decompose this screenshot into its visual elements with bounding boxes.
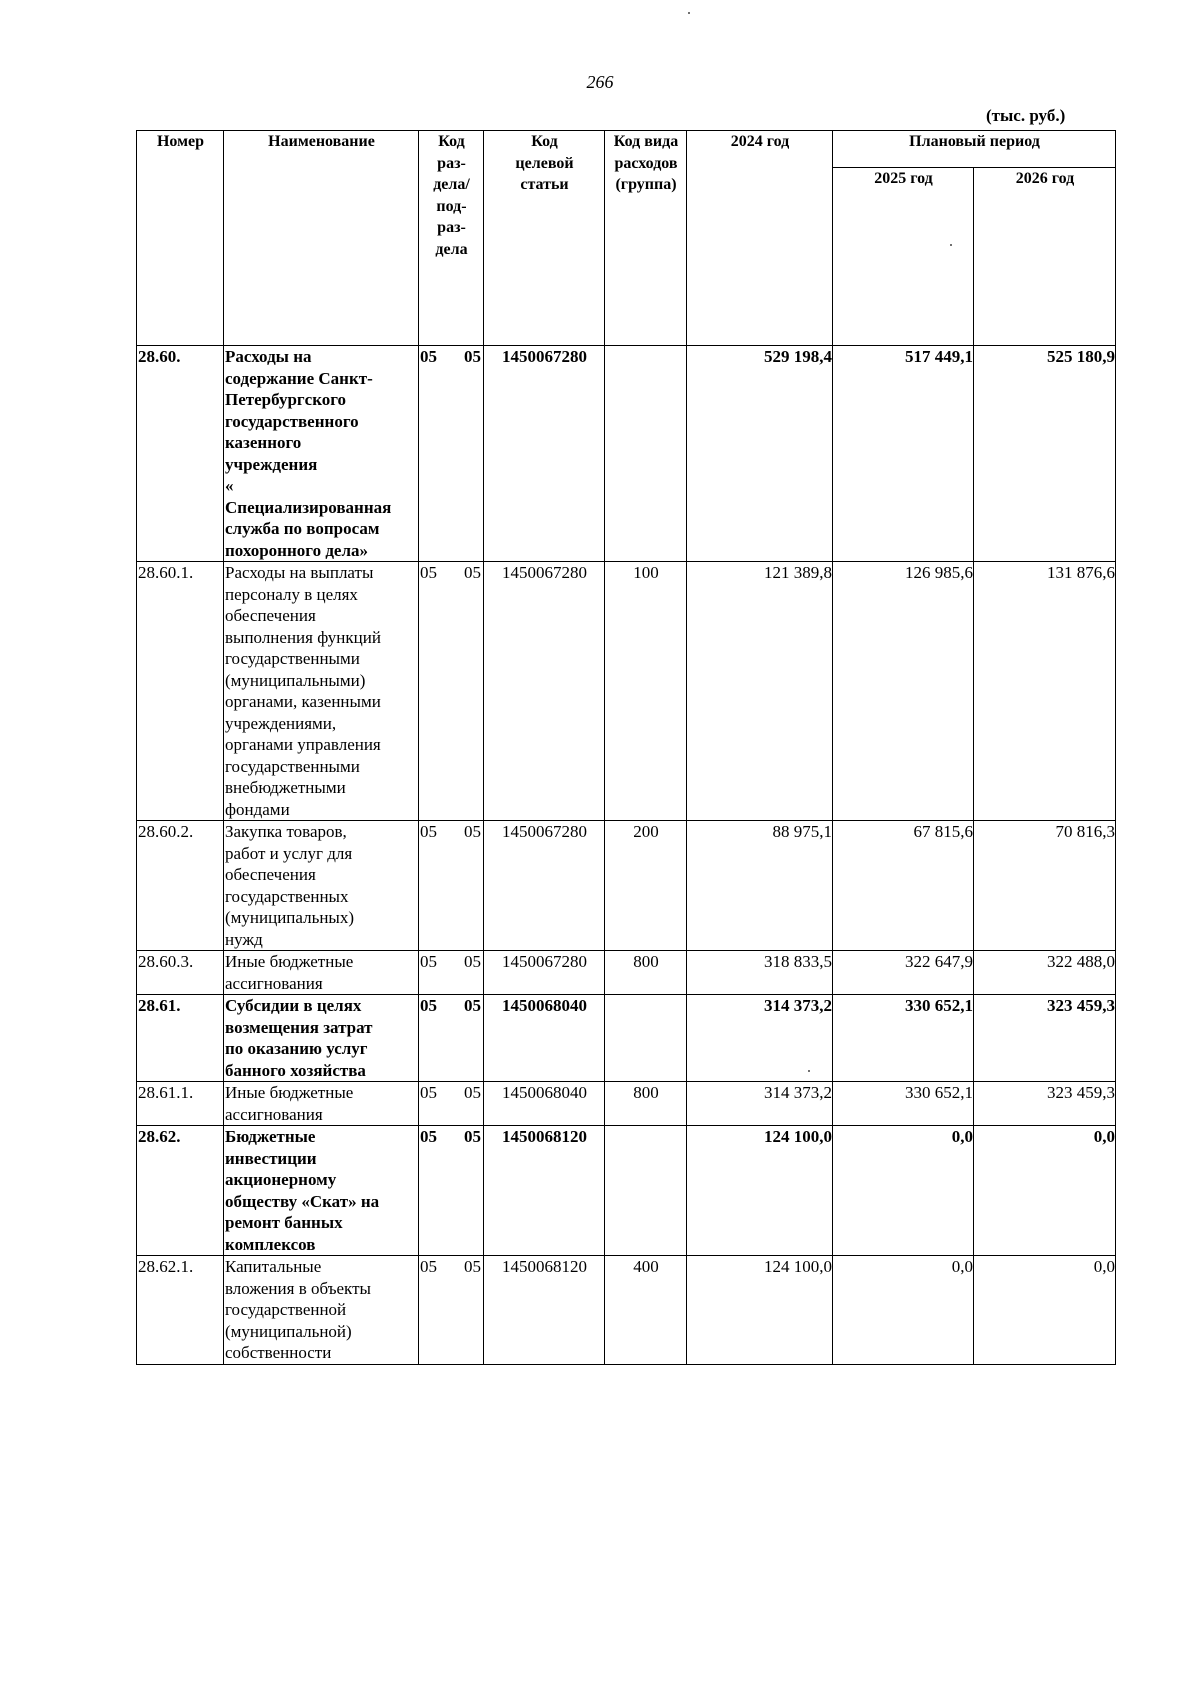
row-name-line: внебюджетными	[225, 778, 346, 797]
table-row	[137, 1126, 1116, 1256]
row-amount-2026: 323 459,3	[974, 1082, 1116, 1126]
row-name-line: государственных	[225, 886, 349, 906]
row-amount-2025: 67 815,6	[833, 821, 974, 951]
row-amount-2024: 121 389,8	[687, 562, 833, 821]
header-target-code-line: статьи	[520, 176, 569, 193]
row-name-line: Субсидии в целях	[225, 996, 362, 1015]
row-name-line: персоналу в целях	[225, 584, 358, 604]
row-amount-2024: 88 975,1	[687, 821, 833, 951]
row-name-line: органами управления	[225, 735, 381, 754]
row-target-code: 1450068040	[484, 1082, 605, 1126]
row-section: 05	[420, 952, 437, 971]
table-row	[137, 346, 1116, 562]
table-row	[137, 1082, 1116, 1126]
row-number: 28.60.1.	[137, 562, 224, 821]
header-expense-type-line: Код вида	[613, 133, 679, 150]
row-expense-group: 800	[605, 1082, 687, 1126]
row-amount-2025: 330 652,1	[833, 1082, 974, 1126]
row-subsection: 05	[464, 996, 481, 1015]
row-name-line: Закупка товаров,	[225, 822, 347, 841]
row-section-code-pair	[420, 1082, 483, 1104]
row-amount-2026: 70 816,3	[974, 821, 1116, 951]
row-subsection: 05	[464, 1083, 481, 1102]
header-planned-period: Плановый период	[833, 131, 1116, 168]
row-name-line: банного хозяйства	[225, 1060, 366, 1080]
row-name	[224, 951, 419, 995]
table-row	[137, 995, 1116, 1082]
row-section-code	[419, 1126, 484, 1256]
units-label: (тыс. руб.)	[986, 106, 1066, 125]
row-section: 05	[420, 822, 437, 841]
row-section-code-pair	[420, 1126, 483, 1148]
row-section-code-pair	[420, 995, 483, 1017]
row-section-code	[419, 562, 484, 821]
scan-speck	[808, 1070, 810, 1072]
row-section-code-pair	[420, 821, 483, 843]
row-amount-2025: 322 647,9	[833, 951, 974, 995]
row-name-line: Расходы на	[225, 347, 312, 366]
row-name-line: обществу «Скат» на	[225, 1191, 380, 1211]
row-subsection: 05	[464, 822, 481, 841]
row-subsection: 05	[464, 1127, 481, 1146]
row-section-code-pair	[420, 951, 483, 973]
row-name-line: обеспечения	[225, 865, 316, 884]
row-expense-group	[605, 995, 687, 1082]
row-name	[224, 821, 419, 951]
row-name-line: государственной	[225, 1300, 347, 1319]
row-name-line: государственными	[225, 756, 360, 776]
header-section-code-line: Код	[438, 133, 465, 150]
row-name-line: Бюджетные	[225, 1127, 316, 1146]
row-name-line: (муниципальных)	[225, 908, 355, 927]
row-name	[224, 995, 419, 1082]
row-amount-2024: 314 373,2	[687, 1082, 833, 1126]
row-name-line: похоронного дела»	[225, 540, 368, 560]
header-expense-type-line: (группа)	[615, 176, 677, 193]
row-name	[224, 346, 419, 562]
row-name-line: (муниципальными)	[225, 670, 366, 690]
row-amount-2026: 322 488,0	[974, 951, 1116, 995]
row-name-line: Иные бюджетные	[225, 952, 354, 971]
header-section-code-line: раз-	[437, 219, 466, 236]
header-expense-type-line: расходов	[614, 154, 678, 172]
row-amount-2026: 525 180,9	[974, 346, 1116, 562]
row-name-line: ассигнования	[225, 1104, 323, 1124]
table-row	[137, 1256, 1116, 1365]
row-name-line: Специализированная	[225, 497, 392, 517]
row-subsection: 05	[464, 563, 481, 582]
row-amount-2025: 0,0	[833, 1256, 974, 1365]
row-name-line: Иные бюджетные	[225, 1083, 354, 1102]
table-row	[137, 821, 1116, 951]
row-section-code-pair	[420, 562, 483, 584]
row-name-line: органами, казенными	[225, 692, 381, 711]
table-header	[137, 131, 1116, 346]
row-number: 28.62.	[137, 1126, 224, 1256]
header-year-2024: 2024 год	[687, 131, 833, 346]
row-name-line: собственности	[225, 1343, 332, 1362]
row-name-line: инвестиции	[225, 1148, 317, 1168]
row-amount-2025: 0,0	[833, 1126, 974, 1256]
table-row	[137, 562, 1116, 821]
row-amount-2026: 0,0	[974, 1126, 1116, 1256]
row-name-line: государственными	[225, 649, 360, 668]
row-amount-2026: 131 876,6	[974, 562, 1116, 821]
row-name-line: (муниципальной)	[225, 1321, 352, 1341]
row-name-line: работ и услуг для	[225, 843, 353, 863]
row-number: 28.60.	[137, 346, 224, 562]
row-section: 05	[420, 1127, 437, 1146]
row-subsection: 05	[464, 1257, 481, 1276]
row-section-code	[419, 1082, 484, 1126]
header-section-code-line: дела	[435, 240, 468, 258]
row-amount-2024: 314 373,2	[687, 995, 833, 1082]
header-target-code-line: целевой	[515, 154, 574, 172]
row-name-line: выполнения функций	[225, 627, 381, 647]
row-section: 05	[420, 563, 437, 582]
row-name-line: нужд	[225, 929, 263, 949]
row-name-line: казенного	[225, 433, 302, 452]
row-name-line: по оказанию услуг	[225, 1039, 368, 1058]
row-target-code: 1450067280	[484, 821, 605, 951]
row-target-code: 1450068040	[484, 995, 605, 1082]
row-section-code-pair	[420, 1256, 483, 1278]
row-subsection: 05	[464, 347, 481, 366]
header-expense-type	[605, 131, 687, 346]
header-section-code-line: под-	[436, 197, 467, 215]
row-section: 05	[420, 347, 437, 366]
scan-speck	[950, 244, 952, 246]
row-amount-2024: 124 100,0	[687, 1256, 833, 1365]
row-expense-group	[605, 1126, 687, 1256]
row-section: 05	[420, 996, 437, 1015]
table-row	[137, 951, 1116, 995]
row-target-code: 1450067280	[484, 562, 605, 821]
row-number: 28.61.	[137, 995, 224, 1082]
row-number: 28.60.2.	[137, 821, 224, 951]
row-amount-2024: 529 198,4	[687, 346, 833, 562]
row-name-line: возмещения затрат	[225, 1017, 373, 1037]
row-number: 28.62.1.	[137, 1256, 224, 1365]
header-target-code-line: Код	[531, 133, 558, 150]
row-section: 05	[420, 1083, 437, 1102]
row-section-code	[419, 951, 484, 995]
row-expense-group: 800	[605, 951, 687, 995]
row-name-line: служба по вопросам	[225, 519, 380, 538]
row-amount-2025: 330 652,1	[833, 995, 974, 1082]
row-expense-group: 200	[605, 821, 687, 951]
header-year-2026: 2026 год	[974, 168, 1116, 346]
row-name-line: комплексов	[225, 1234, 316, 1254]
row-name-line: учреждения	[225, 454, 318, 474]
header-year-2025: 2025 год	[833, 168, 974, 346]
row-amount-2026: 323 459,3	[974, 995, 1116, 1082]
row-section-code-pair	[420, 346, 483, 368]
row-name-line: ремонт банных	[225, 1213, 343, 1232]
row-amount-2024: 124 100,0	[687, 1126, 833, 1256]
row-name-line: содержание Санкт-	[225, 368, 373, 388]
row-subsection: 05	[464, 952, 481, 971]
row-expense-group: 100	[605, 562, 687, 821]
row-amount-2024: 318 833,5	[687, 951, 833, 995]
row-target-code: 1450068120	[484, 1256, 605, 1365]
row-expense-group: 400	[605, 1256, 687, 1365]
row-name-line: Расходы на выплаты	[225, 563, 374, 582]
row-name-line: акционерному	[225, 1170, 337, 1189]
header-section-code-line: дела/	[433, 176, 470, 193]
row-name-line: обеспечения	[225, 606, 316, 625]
row-name	[224, 1082, 419, 1126]
row-name-line: Капитальные	[225, 1257, 322, 1276]
row-amount-2025: 517 449,1	[833, 346, 974, 562]
row-target-code: 1450067280	[484, 346, 605, 562]
row-number: 28.61.1.	[137, 1082, 224, 1126]
page-number: 266	[586, 72, 614, 92]
row-name-line: ассигнования	[225, 973, 323, 993]
row-name-line: фондами	[225, 799, 290, 819]
row-section-code	[419, 1256, 484, 1365]
row-amount-2025: 126 985,6	[833, 562, 974, 821]
row-name	[224, 562, 419, 821]
row-section-code	[419, 821, 484, 951]
header-name: Наименование	[224, 131, 419, 346]
row-name-line: Петербургского	[225, 390, 347, 409]
row-target-code: 1450067280	[484, 951, 605, 995]
row-name	[224, 1126, 419, 1256]
row-name	[224, 1256, 419, 1365]
row-section: 05	[420, 1257, 437, 1276]
row-section-code	[419, 346, 484, 562]
table-body	[137, 346, 1116, 1365]
row-name-line: вложения в объекты	[225, 1278, 371, 1298]
budget-table	[136, 130, 1116, 1365]
row-name-line: государственного	[225, 411, 359, 431]
header-number: Номер	[137, 131, 224, 346]
row-expense-group	[605, 346, 687, 562]
header-target-code	[484, 131, 605, 346]
row-number: 28.60.3.	[137, 951, 224, 995]
header-section-code-line: раз-	[437, 154, 466, 172]
row-amount-2026: 0,0	[974, 1256, 1116, 1365]
row-target-code: 1450068120	[484, 1126, 605, 1256]
row-name-line: «	[225, 476, 234, 495]
row-name-line: учреждениями,	[225, 713, 337, 733]
scan-speck	[688, 12, 690, 14]
row-section-code	[419, 995, 484, 1082]
header-section-code	[419, 131, 484, 346]
